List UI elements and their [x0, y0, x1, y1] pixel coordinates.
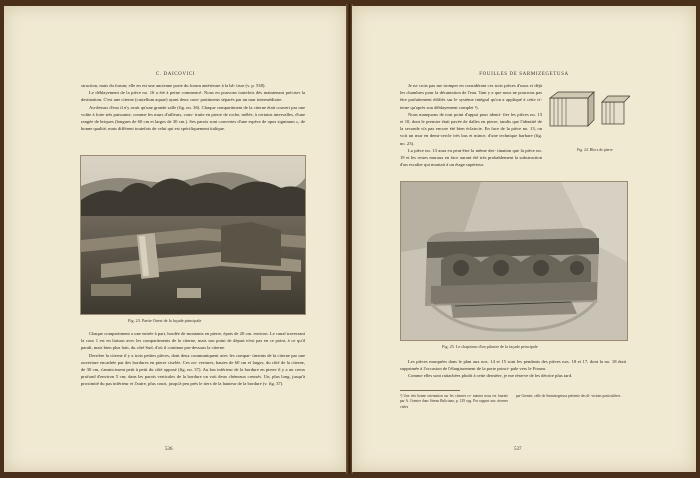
right-paragraph-5: Comme elles sont rattachées plutôt à cette dernière, je me réserve de les décrire plus tard. [408, 373, 573, 379]
left-running-head: C. DAICOVICI [155, 72, 196, 77]
left-paragraph-4: Chaque compartiment a une entrée à part, bordée de montants en pierre, épais de 20 cm. environ. Le canal traversant la cour 1 est en liaison avec les compartiments de la citerne, mais son point de départ n'est pas en ce point, à ce qu'il paraît, mais bien plus loin, du côté Sud, d'où il continue par-dessous la citerne. [81, 331, 305, 351]
capital-photo [400, 181, 628, 341]
left-text-bottom [81, 330, 305, 388]
footnote-rule [400, 390, 460, 391]
right-paragraph-4: Les pièces marquées dans le plan aux nos. 14 et 15 sont les pendants des pièces nos. 18 et 17, dont la no. 18 était supprimée à l'occasion de l'élargissement de la porte princi- pale vers le Forum. [400, 359, 626, 372]
right-figure-caption: Fig. 25. Le chapiteau d'un pilastre de la façade principale [442, 344, 538, 349]
right-running-head: FOUILLES DE SARMIZEGETUSA [479, 72, 569, 77]
stone-blocks-figure [548, 90, 630, 142]
left-paragraph-2: Le déblayement de la pièce no. 16 a été à peine commencé. Nous en pouvons toutefois dès maintenant préciser la destination. C'est une citerne (castellum aquae) ayant deux com- partiments séparés par un mur intermédiaire. [81, 90, 305, 103]
ruins-photo [80, 155, 306, 315]
left-page [4, 6, 347, 472]
left-text-top [81, 82, 305, 132]
footnote-column-left: ¹) Une très bonne orientation sur les citernes ro- maines nous est fournie par A. Grenier dans Strena Buliciana, p. 129 sqq. Par rapport aux citernes citées [400, 394, 508, 409]
left-paragraph-1: struction, mais du forum; elle en est une ancienne porte du forum antérieure à la bâ- tisse (v. p. 538). [81, 83, 266, 88]
right-text-bottom [400, 358, 626, 380]
left-paragraph-5: Derrière la citerne il y a trois petites pièces, dont deux communiquent avec les compar- timents de la citerne par une ouverture encadrée par des bordures en pierre ciselée. Ces ou- vertures, hautes de 60 cm et larges, du côté de la citerne, de 30 cm, s'amincissent petit à petit du côté opposé (fig. no. 37). Au bas inférieur de la bordure en pierre il y a un creux profond d'environ 5 cm; dans les parois verticales de la bordure on voit deux chéneaux creusés. Un, plus long, jusqu'à proximité du pas inférieur et l'autre, plus court, jusqu'à peu près le tiers de la hauteur de la bordure (v. fig. 37). [81, 352, 305, 387]
right-page [352, 6, 696, 472]
right-text-top [400, 82, 542, 168]
right-paragraph-3: La pièce no. 13 aura eu peut-être la même des- tination que la pièce no. 19 et les restes muraux en face auront été très probablement la substruction d'un escalier qui montait à un étage supérieur. [400, 147, 542, 168]
right-folio: 537 [514, 447, 522, 452]
footnote-column-right: par Grenier, celle de Sarmizegetusa présente des di- visions particulières. [516, 394, 622, 398]
left-figure-caption: Fig. 23. Partie Ouest de la façade principale [128, 318, 202, 323]
right-paragraph-2: Nous manquons de tout point d'appui pour identi- fier les pièces no. 13 et 10, dont le premier était pavée de dalles en pierre, tandis que l'identité de la seconde n'a pas encore été bien éclaircie. En face de la pièce no. 13, on voit un mur en demi-cercle très bas et mince, d'une technique barbare (fig. no. 23). [400, 111, 542, 146]
left-paragraph-3: Au-dessus d'eux il n'y avait qu'une grande salle (fig. no. 36). Chaque compartiment de la citerne était couvert par une voûte à forte très puissante, comme les murs d'ailleurs, cons- truite en pierre de roche, mêlée, à certains intervalles, d'une rangée de briques (longues de 60 cm et larges de 30 cm.). Ses parois sont couvertes d'une espèce de opus signinum », de bonne qualité, mais différent toutefois de celui qui est spécifiquement italique. [81, 104, 305, 132]
capital-photo-image [401, 182, 627, 340]
stone-blocks-image [548, 90, 630, 142]
right-paragraph-1: Je ne crois pas me tromper en considérant ces trois pièces d'usus et déjà les chambres pour la décantation de l'eau. Tant y a que nous ne pourrons pas être parfaitement édifiés sur le système intégral qu'on a appliqué à cette ci- terne qu'après son déblayement complet ¹). [400, 83, 542, 110]
right-small-figure-caption: Fig. 24. Blocs de pierre [577, 148, 613, 152]
left-folio: 536 [165, 447, 173, 452]
ruins-photo-image [81, 156, 305, 314]
